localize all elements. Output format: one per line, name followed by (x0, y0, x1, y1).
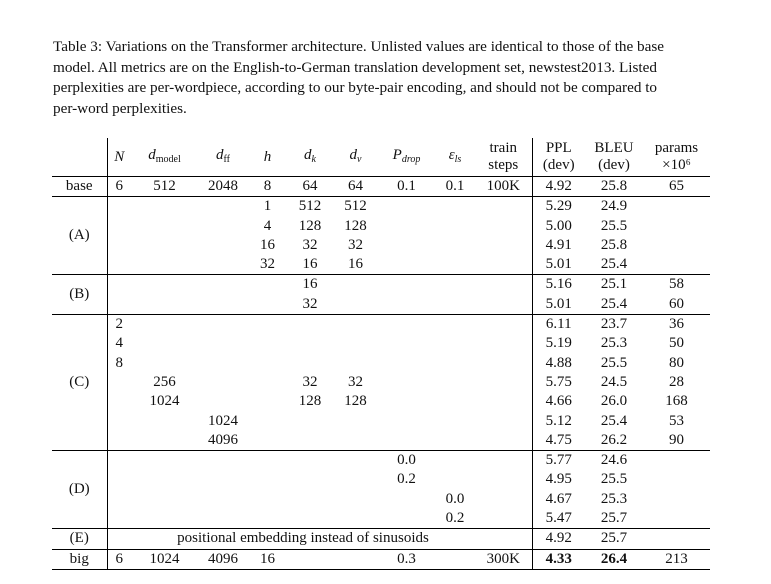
row-base: base 6 512 2048 8 64 64 0.1 0.1 100K 4.92 25.8 65 (52, 177, 710, 197)
row-group-a: (A) 1 4 16 32 512 128 32 16 512 128 32 16 5.29 5.00 4.91 5.01 24.9 25.5 25.8 25.4 (52, 197, 710, 275)
header-dff: $d_{ff}$ (216, 146, 230, 165)
header-row (52, 138, 710, 177)
caption-line-3: perplexities are per-wordpiece, according to our byte-pair encoding, and should not be compared to (53, 79, 658, 96)
caption-line-2: model. All metrics are on the English-to-German translation development set, newstest2013. Listed (53, 58, 657, 76)
results-table (52, 138, 710, 570)
header-pdrop: $P_{drop}$ (392, 146, 421, 165)
caption-line-1: Table 3: Variations on the Transformer architecture. Unlisted values are identical to those of the base (53, 38, 665, 55)
caption-line-4: per-word perplexities. (53, 99, 187, 117)
header-ppl: PPL (dev) (542, 140, 575, 173)
header-dk: $d_k$ (304, 146, 316, 165)
row-group-d: (D) 0.0 0.2 0.0 0.2 5.77 4.95 4.67 5.47 24.6 25.5 25.3 25.7 (52, 451, 710, 529)
header-params: params ×10⁶ (654, 140, 699, 173)
table-caption (53, 37, 733, 119)
header-bleu: BLEU (dev) (594, 140, 634, 173)
header-dv: $d_v$ (349, 146, 362, 165)
header-dmodel: $d_{model}$ (148, 146, 181, 165)
header-n: N (114, 148, 125, 165)
row-group-e: (E) positional embedding instead of sinusoids 4.92 25.7 (52, 529, 710, 549)
row-group-c: (C) 2 4 8 256 1024 1024 4096 32 128 32 128 6.11 5.19 4.88 5.75 4.66 5.12 4.75 23.7 25.3 25.5 24.5 26.0 25.4 26.2 36 50 80 28 168 53 90 (52, 315, 710, 451)
row-big: big 6 1024 4096 16 0.3 300K 4.33 26.4 213 (52, 549, 710, 569)
header-train-steps: train steps (475, 138, 532, 177)
header-els: $\varepsilon_{ls}$ (448, 146, 462, 165)
header-h: h (263, 148, 272, 165)
row-group-b: (B) 16 32 5.16 5.01 25.1 25.4 58 60 (52, 275, 710, 315)
